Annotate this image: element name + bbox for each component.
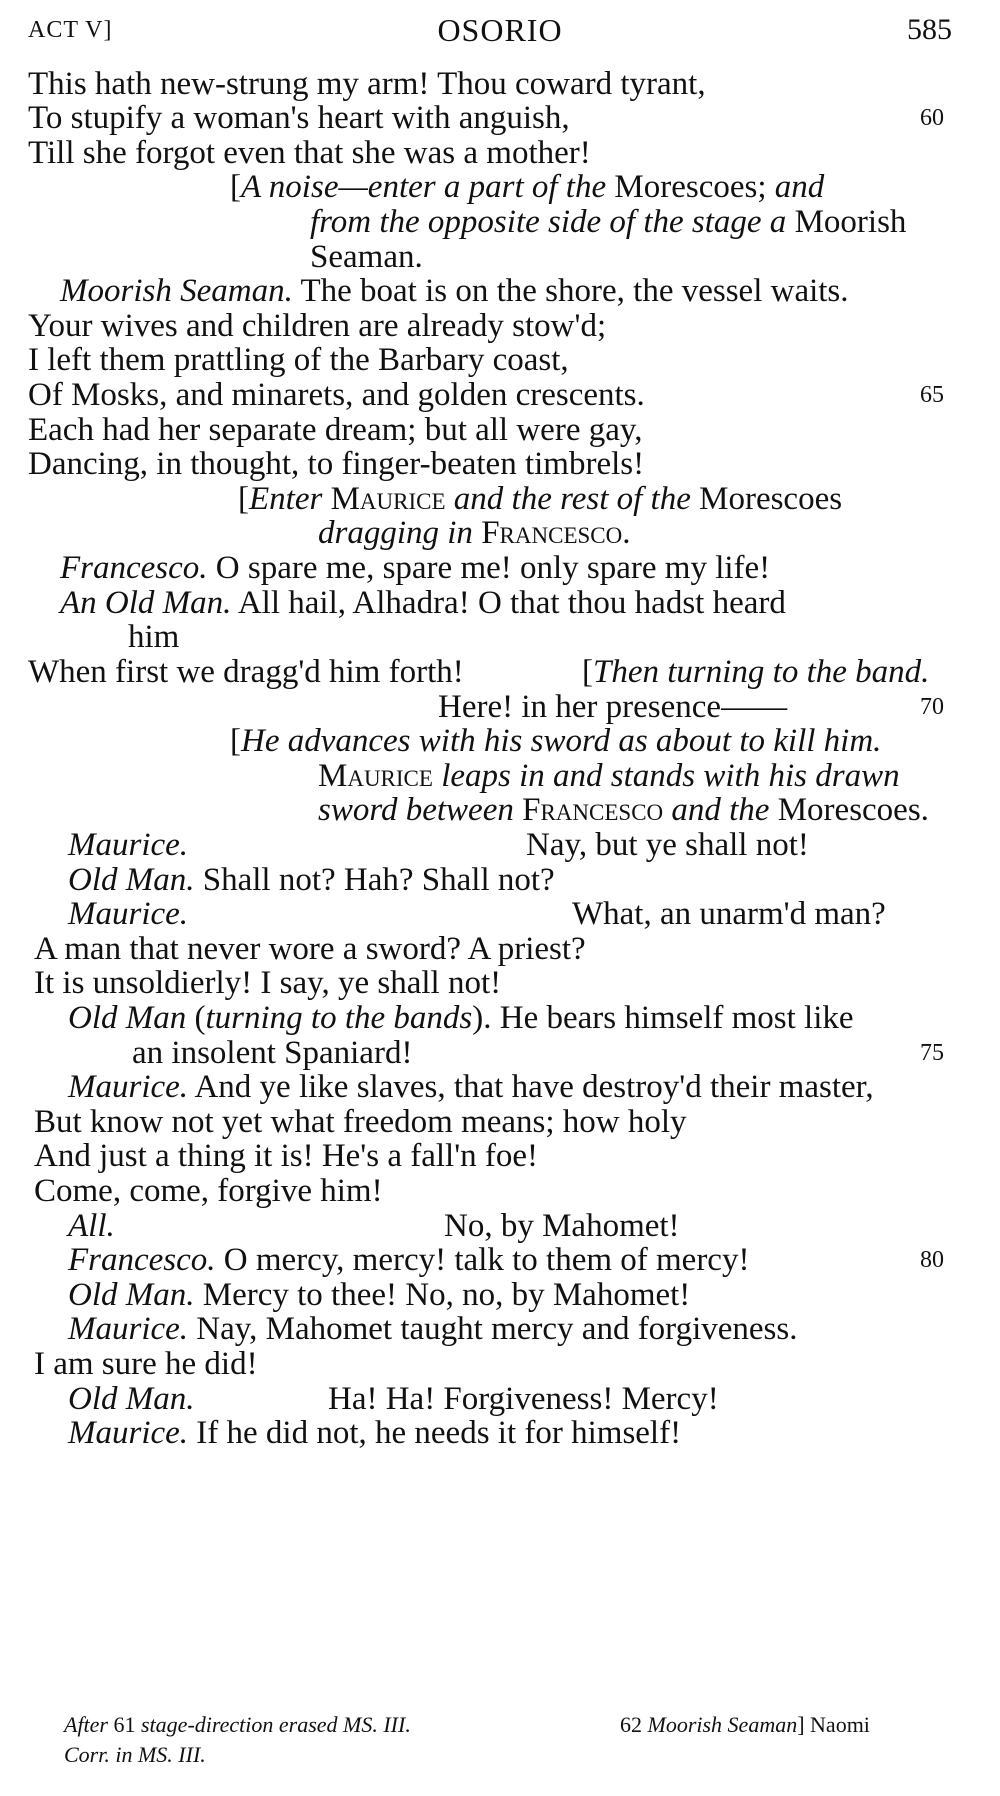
- speech-line: Maurice. If he did not, he needs it for himself!: [68, 1415, 682, 1451]
- line-number: 80: [920, 1247, 944, 1273]
- stage-direction: dragging in Francesco.: [318, 515, 631, 551]
- speech-line: Maurice. Nay, Mahomet taught mercy and forgiveness.: [68, 1311, 798, 1347]
- verse-line: Dancing, in thought, to finger-beaten timbrels!: [28, 446, 645, 482]
- verse-line: him: [128, 619, 180, 655]
- speech-text: Ha! Ha! Forgiveness! Mercy!: [328, 1381, 719, 1417]
- speaker-name: Francesco.: [68, 1242, 216, 1278]
- speaker-name: Maurice.: [68, 1415, 189, 1451]
- stage-direction: sword between Francesco and the Morescoes.: [318, 792, 929, 828]
- speaker-name: Old Man.: [68, 1381, 195, 1417]
- verse-line: Here! in her presence——: [438, 689, 788, 725]
- verse-line: But know not yet what freedom means; how holy: [34, 1104, 687, 1140]
- stage-direction: [Then turning to the band.: [582, 654, 930, 690]
- speech-line: Francesco. O mercy, mercy! talk to them of mercy!: [68, 1242, 750, 1278]
- stage-direction: [Enter Maurice and the rest of the Morescoes: [238, 481, 843, 517]
- speaker-name: Old Man.: [68, 862, 195, 898]
- stage-direction: from the opposite side of the stage a Moorish: [310, 204, 907, 240]
- verse-line: Your wives and children are already stow'd;: [28, 308, 607, 344]
- verse-line: I left them prattling of the Barbary coast,: [28, 342, 569, 378]
- verse-line: To stupify a woman's heart with anguish,: [28, 100, 570, 136]
- verse-line: Till she forgot even that she was a mother!: [28, 135, 591, 171]
- verse-line: Come, come, forgive him!: [34, 1173, 383, 1209]
- speech-text: No, by Mahomet!: [444, 1208, 680, 1244]
- verse-line: an insolent Spaniard!: [132, 1035, 413, 1071]
- verse-line: And just a thing it is! He's a fall'n foe!: [34, 1138, 539, 1174]
- verse-line: When first we dragg'd him forth!: [28, 654, 464, 690]
- speaker-name: Francesco.: [60, 550, 208, 586]
- speech-line: Old Man. Mercy to thee! No, no, by Mahomet!: [68, 1277, 691, 1313]
- speech-line: Old Man (turning to the bands). He bears himself most like: [68, 1000, 854, 1036]
- speech-line: Francesco. O spare me, spare me! only spare my life!: [60, 550, 771, 586]
- speech-text: What, an unarm'd man?: [572, 896, 886, 932]
- speaker-name: Old Man.: [68, 1277, 195, 1313]
- speaker-name: Old Man: [68, 1000, 187, 1036]
- verse-line: Each had her separate dream; but all were gay,: [28, 412, 643, 448]
- stage-direction: Maurice leaps in and stands with his drawn: [318, 758, 900, 794]
- verse-line: A man that never wore a sword? A priest?: [34, 931, 586, 967]
- speech-line: Old Man. Shall not? Hah? Shall not?: [68, 862, 555, 898]
- running-head-act: ACT V]: [28, 17, 113, 43]
- speaker-name: Maurice.: [68, 827, 189, 863]
- verse-line: I am sure he did!: [34, 1346, 258, 1382]
- speech-line: Moorish Seaman. The boat is on the shore, the vessel waits.: [60, 273, 849, 309]
- running-head-title: OSORIO: [437, 12, 563, 48]
- speaker-name: Maurice.: [68, 896, 189, 932]
- page-number: 585: [907, 13, 952, 46]
- footnote: 62 Moorish Seaman] Naomi: [620, 1712, 870, 1737]
- line-number: 65: [920, 382, 944, 408]
- stage-direction: [He advances with his sword as about to kill him.: [230, 723, 882, 759]
- speech-line: An Old Man. All hail, Alhadra! O that thou hadst heard: [60, 585, 786, 621]
- speaker-name: Moorish Seaman.: [60, 273, 293, 309]
- line-number: 60: [920, 105, 944, 131]
- footnote: After 61 stage-direction erased MS. III.: [64, 1712, 411, 1737]
- stage-direction: Seaman.: [310, 239, 423, 275]
- verse-line: This hath new-strung my arm! Thou coward tyrant,: [28, 66, 706, 102]
- speech-line: Maurice. And ye like slaves, that have destroy'd their master,: [68, 1069, 874, 1105]
- speaker-name: Maurice.: [68, 1069, 189, 1105]
- footnote: Corr. in MS. III.: [64, 1742, 206, 1767]
- line-number: 70: [920, 694, 944, 720]
- speaker-name: An Old Man.: [60, 585, 232, 621]
- speaker-name: Maurice.: [68, 1311, 189, 1347]
- verse-line: Of Mosks, and minarets, and golden crescents.: [28, 377, 645, 413]
- verse-line: It is unsoldierly! I say, ye shall not!: [34, 965, 502, 1001]
- speech-text: Nay, but ye shall not!: [526, 827, 809, 863]
- line-number: 75: [920, 1040, 944, 1066]
- speaker-name: All.: [68, 1208, 115, 1244]
- stage-direction: [A noise—enter a part of the Morescoes; and: [230, 169, 825, 205]
